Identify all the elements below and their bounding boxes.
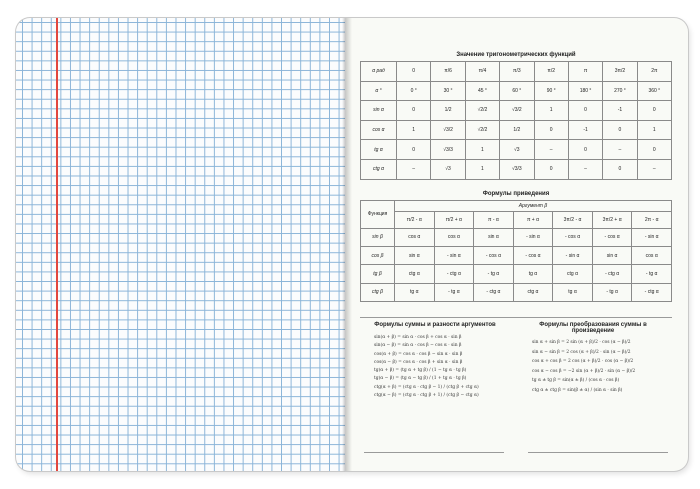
formula-line: tg(α − β) = (tg α − tg β) / (1 + tg α · tg β) [374,376,467,382]
formula-line: ctg(α − β) = (ctg α · ctg β + 1) / (ctg β − ctg α) [374,393,479,399]
divider [528,452,668,453]
formula-line: sin α + sin β = 2 sin (α + β)/2 · cos (α − β)/2 [532,340,631,345]
formula-line: tg(α + β) = (tg α + tg β) / (1 − tg α · tg β) [374,368,467,374]
formula-page [346,18,688,471]
formula-line: cos α + cos β = 2 cos (α + β)/2 · cos (α − β)/2 [532,359,634,365]
divider [360,317,672,318]
formula-line: sin(α − β) = sin α · cos β − cos α · sin β [374,343,462,349]
formula-line: ctg(α + β) = (ctg α · ctg β − 1) / (ctg β + ctg α) [374,384,479,390]
formula-line: sin α − sin β = 2 cos (α + β)/2 · sin (α − β)/2 [532,349,631,355]
product-formulas [518,322,668,396]
formula-line: cos α − cos β = −2 sin (α + β)/2 · sin (α − β)/2 [532,368,636,374]
notebook-spread [16,18,688,471]
table-row: sin β cos α cos α sin α - sin α - cos α - cos α - sin α [361,228,672,246]
table-row: ctg α – √3 1 √3/3 0 – 0 – [361,159,672,179]
table-row: cos α 1 √3/2 √2/2 1/2 0 -1 0 1 [361,120,672,140]
formula-blocks [360,322,672,450]
function-header: Функция [361,200,395,228]
formula-line: tg α ± tg β = sin(α ± β) / (cos α · cos β) [532,378,620,384]
reduction-table [360,200,672,303]
table-row: tg β ctg α - ctg α - tg α tg α ctg α - ctg α - tg α [361,265,672,283]
formula-line: cos(α − β) = cos α · cos β + sin α · sin β [374,359,463,365]
table-row: α ° 0 ° 30 ° 45 ° 60 ° 90 ° 180 ° 270 ° 360 ° [361,81,672,101]
trig-values-table [360,61,672,180]
table-row: cos β sin α - sin α - cos α - cos α - sin α sin α cos α [361,246,672,264]
divider [364,452,504,453]
formula-line: sin(α + β) = sin α · cos β + cos α · sin β [374,335,462,340]
product-formulas-title: Формулы преобразования суммы в произведение [539,322,647,334]
sum-formulas [360,322,510,400]
formula-sheet [360,52,672,399]
sum-formulas-title: Формулы суммы и разности аргументов [374,322,496,328]
formula-line: cos(α + β) = cos α · cos β − sin α · sin β [374,351,463,357]
table-row: α рад 0 π/6 π/4 π/3 π/2 π 3π/2 2π [361,62,672,82]
argument-header: Аргумент β [395,200,672,211]
table-row [361,200,672,211]
table-row: ctg β tg α - tg α - ctg α ctg α tg α - tg α - ctg α [361,283,672,301]
grid-page [16,18,346,471]
trig-values-title: Значение тригонометрических функций [456,52,576,58]
table-row: sin α 0 1/2 √2/2 √3/2 1 0 -1 0 [361,101,672,121]
table-row: tg α 0 √3/3 1 √3 – 0 – 0 [361,140,672,160]
formula-line: ctg α ± ctg β = sin(β ± α) / (sin α · sin β) [532,387,623,393]
table-row: π/2 - α π/2 + α π - α π + α 3π/2 - α 3π/2 + α 2π - α [361,211,672,228]
reduction-title: Формулы приведения [482,190,550,197]
